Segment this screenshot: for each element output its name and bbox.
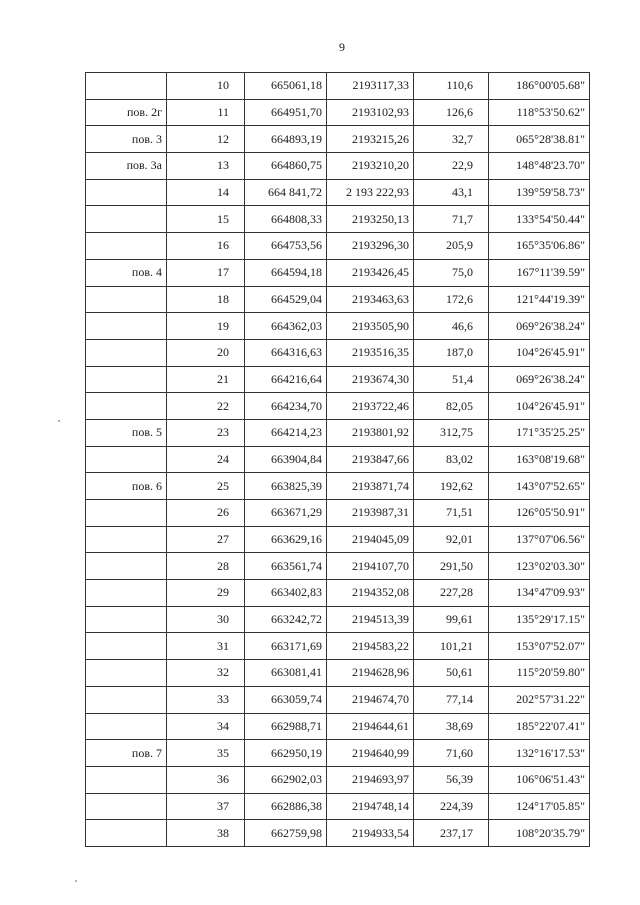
x-coordinate-cell: 663081,41 [245,660,327,687]
turn-label-cell [86,606,167,633]
x-coordinate-cell: 664316,63 [245,339,327,366]
turn-label-cell [86,339,167,366]
direction-angle-cell: 143°07'52.65" [489,473,590,500]
direction-angle-cell: 118°53'50.62" [489,99,590,126]
table-row [86,473,590,500]
direction-angle-cell: 163°08'19.68" [489,446,590,473]
table-row [86,206,590,233]
segment-length-cell: 291,50 [414,553,489,580]
segment-length-cell: 126,6 [414,99,489,126]
segment-length-cell: 187,0 [414,339,489,366]
point-number-cell: 38 [167,820,245,847]
point-number-cell: 34 [167,713,245,740]
point-number-cell: 17 [167,259,245,286]
x-coordinate-cell: 662886,38 [245,793,327,820]
x-coordinate-cell: 663242,72 [245,606,327,633]
point-number-cell: 36 [167,766,245,793]
y-coordinate-cell: 2193215,26 [327,126,414,153]
segment-length-cell: 237,17 [414,820,489,847]
direction-angle-cell: 153°07'52.07" [489,633,590,660]
direction-angle-cell: 148°48'23.70" [489,153,590,180]
table-row [86,153,590,180]
x-coordinate-cell: 662950,19 [245,740,327,767]
table-row [86,500,590,527]
turn-label-cell [86,713,167,740]
table-row [86,686,590,713]
point-number-cell: 30 [167,606,245,633]
table-row [86,286,590,313]
direction-angle-cell: 115°20'59.80" [489,660,590,687]
point-number-cell: 25 [167,473,245,500]
y-coordinate-cell: 2193102,93 [327,99,414,126]
table-row [86,73,590,100]
turn-label-cell [86,313,167,340]
point-number-cell: 35 [167,740,245,767]
y-coordinate-cell: 2194513,39 [327,606,414,633]
x-coordinate-cell: 664216,64 [245,366,327,393]
coordinates-table [85,72,590,847]
turn-label-cell [86,500,167,527]
point-number-cell: 31 [167,633,245,660]
turn-label-cell [86,686,167,713]
x-coordinate-cell: 664594,18 [245,259,327,286]
direction-angle-cell: 171°35'25.25" [489,419,590,446]
page-number-text: 9 [339,40,345,54]
segment-length-cell: 71,51 [414,500,489,527]
y-coordinate-cell: 2194352,08 [327,580,414,607]
point-number-cell: 21 [167,366,245,393]
turn-label-cell: пов. 3а [86,153,167,180]
y-coordinate-cell: 2193505,90 [327,313,414,340]
table-row [86,446,590,473]
turn-label-cell [86,446,167,473]
table-row [86,606,590,633]
table-row [86,179,590,206]
table-row [86,339,590,366]
scan-speck [75,880,77,882]
turn-label-cell [86,793,167,820]
point-number-cell: 24 [167,446,245,473]
coordinates-table-body [86,73,590,847]
x-coordinate-cell: 664951,70 [245,99,327,126]
segment-length-cell: 22,9 [414,153,489,180]
point-number-cell: 16 [167,233,245,260]
x-coordinate-cell: 663402,83 [245,580,327,607]
segment-length-cell: 99,61 [414,606,489,633]
segment-length-cell: 43,1 [414,179,489,206]
point-number-cell: 12 [167,126,245,153]
x-coordinate-cell: 664529,04 [245,286,327,313]
table-row [86,259,590,286]
y-coordinate-cell: 2193210,20 [327,153,414,180]
turn-label-cell [86,553,167,580]
point-number-cell: 27 [167,526,245,553]
point-number-cell: 23 [167,419,245,446]
x-coordinate-cell: 663671,29 [245,500,327,527]
segment-length-cell: 224,39 [414,793,489,820]
x-coordinate-cell: 664 841,72 [245,179,327,206]
direction-angle-cell: 069°26'38.24" [489,313,590,340]
turn-label-cell [86,526,167,553]
direction-angle-cell: 167°11'39.59" [489,259,590,286]
y-coordinate-cell: 2 193 222,93 [327,179,414,206]
x-coordinate-cell: 662759,98 [245,820,327,847]
turn-label-cell [86,73,167,100]
direction-angle-cell: 137°07'06.56" [489,526,590,553]
direction-angle-cell: 186°00'05.68" [489,73,590,100]
x-coordinate-cell: 662902,03 [245,766,327,793]
y-coordinate-cell: 2193674,30 [327,366,414,393]
point-number-cell: 22 [167,393,245,420]
segment-length-cell: 32,7 [414,126,489,153]
y-coordinate-cell: 2194045,09 [327,526,414,553]
segment-length-cell: 77,14 [414,686,489,713]
direction-angle-cell: 139°59'58.73" [489,179,590,206]
point-number-cell: 11 [167,99,245,126]
direction-angle-cell: 126°05'50.91" [489,500,590,527]
segment-length-cell: 101,21 [414,633,489,660]
direction-angle-cell: 121°44'19.39" [489,286,590,313]
turn-label-cell: пов. 5 [86,419,167,446]
segment-length-cell: 312,75 [414,419,489,446]
y-coordinate-cell: 2194644,61 [327,713,414,740]
direction-angle-cell: 133°54'50.44" [489,206,590,233]
x-coordinate-cell: 664234,70 [245,393,327,420]
direction-angle-cell: 106°06'51.43" [489,766,590,793]
turn-label-cell [86,366,167,393]
y-coordinate-cell: 2193722,46 [327,393,414,420]
direction-angle-cell: 135°29'17.15" [489,606,590,633]
direction-angle-cell: 132°16'17.53" [489,740,590,767]
segment-length-cell: 82,05 [414,393,489,420]
direction-angle-cell: 104°26'45.91" [489,393,590,420]
point-number-cell: 26 [167,500,245,527]
segment-length-cell: 92,01 [414,526,489,553]
y-coordinate-cell: 2194107,70 [327,553,414,580]
table-row [86,553,590,580]
segment-length-cell: 71,60 [414,740,489,767]
x-coordinate-cell: 664860,75 [245,153,327,180]
turn-label-cell [86,286,167,313]
y-coordinate-cell: 2194583,22 [327,633,414,660]
point-number-cell: 15 [167,206,245,233]
table-row [86,393,590,420]
turn-label-cell: пов. 7 [86,740,167,767]
segment-length-cell: 38,69 [414,713,489,740]
point-number-cell: 32 [167,660,245,687]
direction-angle-cell: 123°02'03.30" [489,553,590,580]
point-number-cell: 28 [167,553,245,580]
point-number-cell: 10 [167,73,245,100]
direction-angle-cell: 202°57'31.22" [489,686,590,713]
y-coordinate-cell: 2193801,92 [327,419,414,446]
table-row [86,233,590,260]
segment-length-cell: 71,7 [414,206,489,233]
table-row [86,713,590,740]
y-coordinate-cell: 2193426,45 [327,259,414,286]
y-coordinate-cell: 2194628,96 [327,660,414,687]
y-coordinate-cell: 2194674,70 [327,686,414,713]
point-number-cell: 19 [167,313,245,340]
turn-label-cell: пов. 3 [86,126,167,153]
point-number-cell: 37 [167,793,245,820]
y-coordinate-cell: 2193296,30 [327,233,414,260]
segment-length-cell: 75,0 [414,259,489,286]
turn-label-cell: пов. 2г [86,99,167,126]
y-coordinate-cell: 2193847,66 [327,446,414,473]
segment-length-cell: 110,6 [414,73,489,100]
x-coordinate-cell: 664362,03 [245,313,327,340]
x-coordinate-cell: 663059,74 [245,686,327,713]
segment-length-cell: 50,61 [414,660,489,687]
x-coordinate-cell: 662988,71 [245,713,327,740]
turn-label-cell [86,660,167,687]
segment-length-cell: 46,6 [414,313,489,340]
direction-angle-cell: 069°26'38.24" [489,366,590,393]
y-coordinate-cell: 2193250,13 [327,206,414,233]
table-row [86,660,590,687]
turn-label-cell [86,766,167,793]
y-coordinate-cell: 2193516,35 [327,339,414,366]
table-row [86,580,590,607]
y-coordinate-cell: 2194933,54 [327,820,414,847]
table-row [86,740,590,767]
point-number-cell: 29 [167,580,245,607]
segment-length-cell: 51,4 [414,366,489,393]
page-number [0,40,640,55]
x-coordinate-cell: 663629,16 [245,526,327,553]
turn-label-cell [86,206,167,233]
table-row [86,366,590,393]
direction-angle-cell: 134°47'09.93" [489,580,590,607]
direction-angle-cell: 165°35'06.86" [489,233,590,260]
segment-length-cell: 227,28 [414,580,489,607]
direction-angle-cell: 065°28'38.81" [489,126,590,153]
y-coordinate-cell: 2193871,74 [327,473,414,500]
y-coordinate-cell: 2194640,99 [327,740,414,767]
x-coordinate-cell: 664893,19 [245,126,327,153]
scan-speck [58,420,60,422]
turn-label-cell [86,633,167,660]
segment-length-cell: 56,39 [414,766,489,793]
direction-angle-cell: 104°26'45.91" [489,339,590,366]
table-row [86,793,590,820]
turn-label-cell: пов. 4 [86,259,167,286]
y-coordinate-cell: 2194748,14 [327,793,414,820]
table-row [86,633,590,660]
x-coordinate-cell: 664808,33 [245,206,327,233]
point-number-cell: 33 [167,686,245,713]
x-coordinate-cell: 663171,69 [245,633,327,660]
x-coordinate-cell: 664753,56 [245,233,327,260]
segment-length-cell: 172,6 [414,286,489,313]
x-coordinate-cell: 663825,39 [245,473,327,500]
y-coordinate-cell: 2194693,97 [327,766,414,793]
segment-length-cell: 192,62 [414,473,489,500]
x-coordinate-cell: 664214,23 [245,419,327,446]
y-coordinate-cell: 2193463,63 [327,286,414,313]
point-number-cell: 18 [167,286,245,313]
table-row [86,820,590,847]
table-row [86,126,590,153]
turn-label-cell [86,179,167,206]
x-coordinate-cell: 665061,18 [245,73,327,100]
table-row [86,766,590,793]
segment-length-cell: 83,02 [414,446,489,473]
segment-length-cell: 205,9 [414,233,489,260]
turn-label-cell [86,580,167,607]
turn-label-cell [86,820,167,847]
turn-label-cell [86,233,167,260]
y-coordinate-cell: 2193987,31 [327,500,414,527]
x-coordinate-cell: 663904,84 [245,446,327,473]
direction-angle-cell: 185°22'07.41" [489,713,590,740]
table-row [86,99,590,126]
point-number-cell: 20 [167,339,245,366]
turn-label-cell: пов. 6 [86,473,167,500]
table-row [86,419,590,446]
table-row [86,313,590,340]
x-coordinate-cell: 663561,74 [245,553,327,580]
table-row [86,526,590,553]
direction-angle-cell: 124°17'05.85" [489,793,590,820]
turn-label-cell [86,393,167,420]
point-number-cell: 13 [167,153,245,180]
y-coordinate-cell: 2193117,33 [327,73,414,100]
direction-angle-cell: 108°20'35.79" [489,820,590,847]
point-number-cell: 14 [167,179,245,206]
